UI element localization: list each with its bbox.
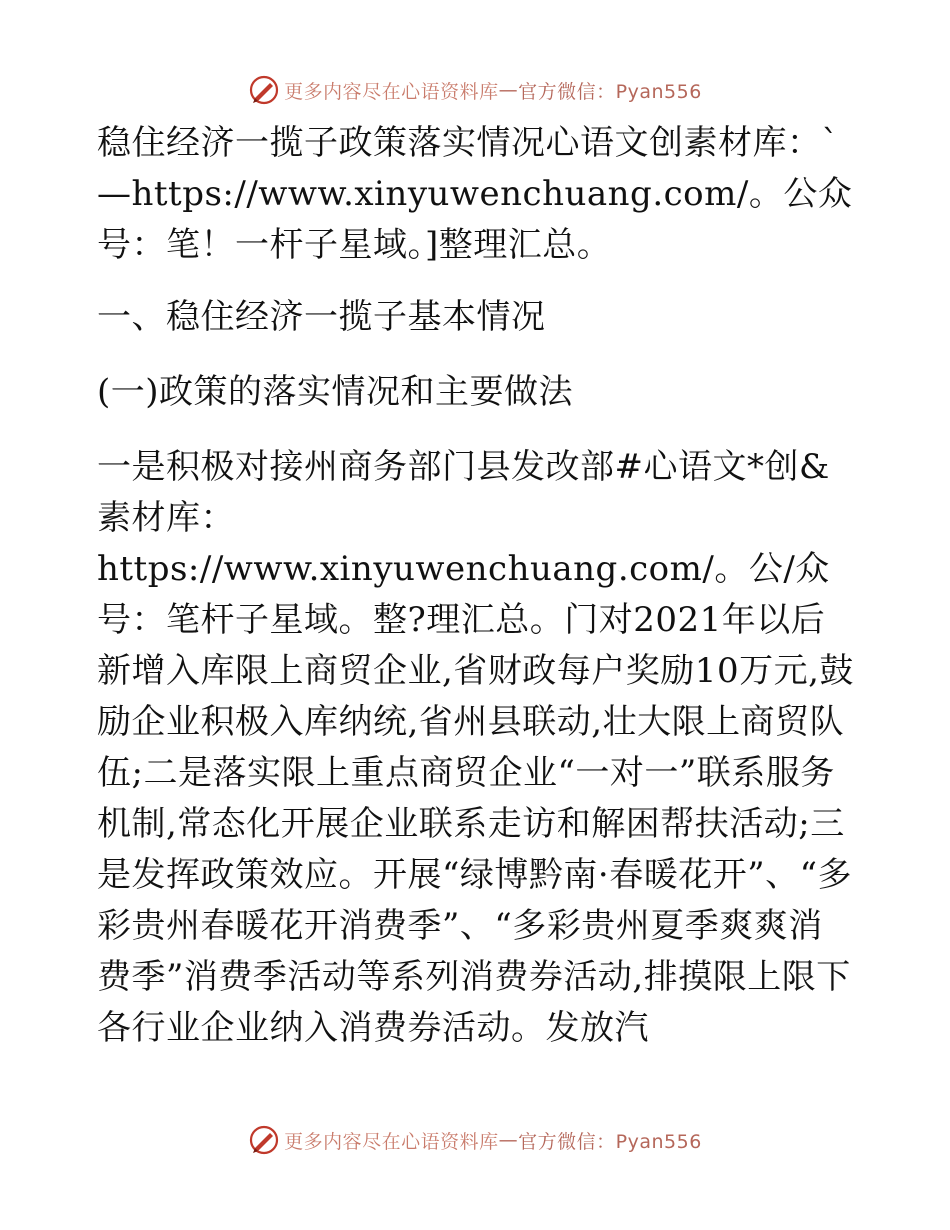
subsection-heading: (一)政策的落实情况和主要做法 <box>97 372 574 412</box>
watermark-contact: 官方微信：Pyan556 <box>518 80 702 103</box>
watermark-dash: — <box>498 1129 519 1151</box>
watermark-text: 更多内容尽在心语资料库 <box>284 80 499 103</box>
header-watermark <box>0 73 950 107</box>
pen-circle-icon <box>248 1124 280 1156</box>
intro-paragraph: 稳住经济一揽子政策落实情况心语文创素材库：`—https://www.xinyuwenchuang.com/。公众号：笔！一杆子星域。]整理汇总。 <box>97 123 853 265</box>
section-heading: 一、稳住经济一揽子基本情况 <box>97 297 546 337</box>
watermark-contact: 官方微信：Pyan556 <box>518 1130 702 1153</box>
watermark-dash: — <box>498 79 519 101</box>
footer-watermark <box>0 1123 950 1157</box>
body-paragraph: 一是积极对接州商务部门县发改部#心语文*创&素材库：https://www.xinyuwenchuang.com/。公/众号：笔杆子星域。整?理汇总。门对2021年以后新增入库限上商贸企业,省财政每户奖励10万元,鼓励企业积极入库纳统,省州县联动,壮大限上商贸队伍;二是落实限上重点商贸企业“一对一”联系服务机制,常态化开展企业联系走访和解困帮扶活动;三是发挥政策效应。开展“绿博黔南·春暖花开”、“多彩贵州春暖花开消费季”、“多彩贵州夏季爽爽消费季”消费季活动等系列消费券活动,排摸限上限下各行业企业纳入消费券活动。发放汽 <box>97 447 854 1048</box>
watermark-text: 更多内容尽在心语资料库 <box>284 1130 499 1153</box>
document-body <box>97 118 857 1054</box>
pen-circle-icon <box>248 74 280 106</box>
